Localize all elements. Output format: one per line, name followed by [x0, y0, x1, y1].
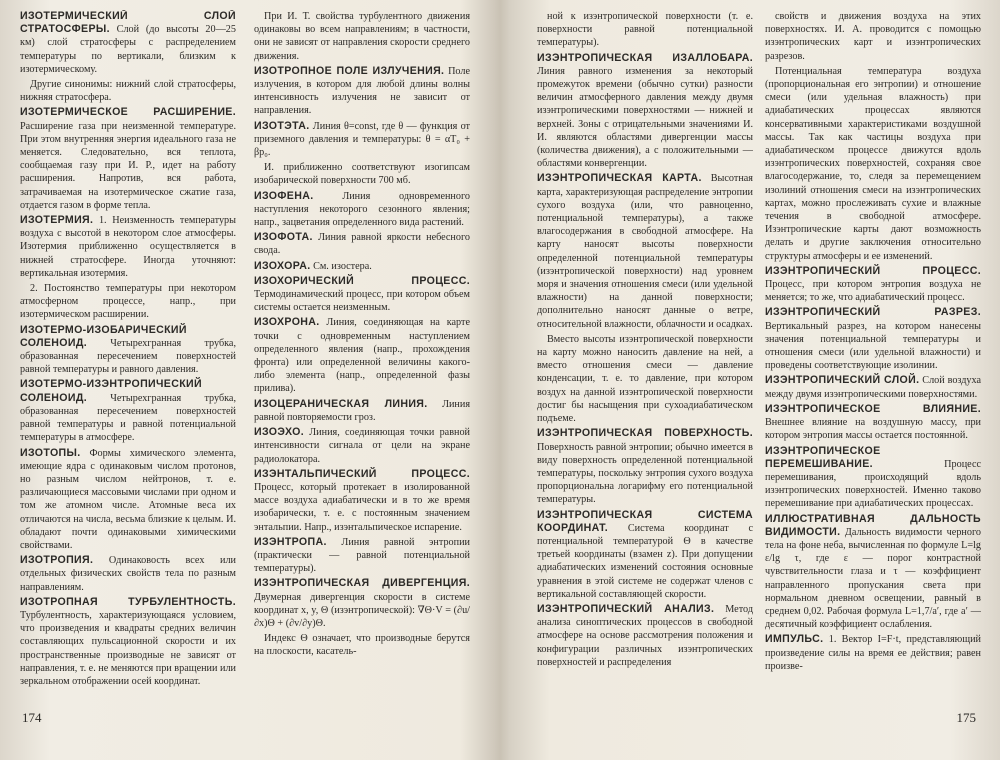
page-number: 174: [22, 710, 42, 725]
entry-text: 1. Вектор I=F·t, представляющий произведение силы на время ее действия; равен произве-: [765, 634, 981, 672]
entry-term: ИЗОХОРИЧЕСКИЙ ПРОЦЕСС.: [254, 274, 470, 287]
entry-term: ИЗОФОТА.: [254, 231, 313, 244]
entry-term: ИЗЭНТРОПИЧЕСКОЕ ПЕРЕМЕШИВАНИЕ.: [765, 444, 881, 470]
dictionary-entry: [765, 445, 981, 511]
entry-term: ИЗЭНТРОПИЧЕСКАЯ КАРТА.: [537, 172, 702, 185]
entry-term: ИЗЭНТРОПИЧЕСКАЯ ДИВЕРГЕНЦИЯ.: [254, 577, 470, 590]
entry-term: ИЗОТОПЫ.: [20, 446, 81, 459]
entry-text: Другие синонимы: нижний слой стратосферы, нижняя стратосфера.: [20, 79, 236, 104]
entry-text: Линия одновременного наступления некоторого сезонного явления; напр., зацветания определенного вида растений.: [254, 190, 470, 229]
dictionary-entry: [765, 633, 981, 673]
entry-text: 1. Неизменность температуры воздуха с высотой в некотором слое атмосферы. Изотермия приближенно осуществляется в нижней стратосфере. Иногда уточняют: вертикальная изотермия.: [20, 215, 236, 279]
entry-text: Линия, соединяющая точки равной интенсивности сигнала от цели на экране радиолокатора.: [254, 427, 470, 465]
dictionary-entry: [20, 10, 236, 76]
entry-text: Слой (до высоты 20—25 км) слой стратосферы с распределением температуры по вертикали, близким к изотермическому.: [20, 24, 236, 75]
entry-paragraph: [20, 78, 236, 104]
entry-text: Одинаковость всех или отдельных физических свойств тела по разным направлениям.: [20, 555, 236, 593]
entry-text: И. приближенно соответствуют изогипсам изобарической поверхности 700 мб.: [254, 162, 470, 187]
entry-term: ИЗЭНТРОПИЧЕСКАЯ ПОВЕРХНОСТЬ.: [537, 427, 753, 440]
entry-text: Поле излучения, в котором для любой длины волны интенсивность излучения не зависит от направления.: [254, 65, 470, 117]
entry-term: ИЗЭНТРОПИЧЕСКИЙ ПРОЦЕСС.: [765, 264, 981, 277]
entry-paragraph: [254, 161, 470, 187]
entry-text: Вместо высоты изэнтропической поверхности на карту можно наносить давление на ней, а вместо отношения смеси — давление конденсации, т. е. то давление, при котором воздух на данной изэнтропической поверхности достиг бы насыщения при сухоадиабатическом подъеме.: [537, 333, 753, 425]
dictionary-entry: [254, 65, 470, 118]
dictionary-entry: [254, 231, 470, 257]
entry-text: Метод анализа синоптических процессов в свободной атмосфере на основе рассмотрения положения и конфигурации различных изэнтропических поверхностей и распределения: [537, 603, 753, 668]
entry-text: Четырехгранная трубка, образованная пересечением поверхностей равной температуры и равной потенциальной температуры в атмосфере.: [20, 392, 236, 444]
entry-text: Линия равной энтропии (практически — равной потенциальной температуры).: [254, 536, 470, 575]
entry-text: Двумерная дивергенция скорости в системе координат x, y, Θ (изэнтропической): ∇Θ·V = (∂u/∂x)Θ + (∂v/∂y)Θ.: [254, 591, 470, 629]
entry-term: ИЗОТЕРМИЧЕСКОЕ РАСШИРЕНИЕ.: [20, 106, 236, 119]
entry-paragraph: [765, 10, 981, 63]
entry-text: Расширение газа при неизменной температуре. При этом внутренняя энергия идеального газа не меняется. Следовательно, вся теплота, сообщаемая газу при И. Р., идет на работу расширения. Напротив, вся работа, затрачиваемая на изотермическое сжатие газа, отдается газом в форме тепла.: [20, 120, 236, 211]
dictionary-entry: [765, 374, 981, 400]
entry-text: Вертикальный разрез, на котором нанесены значения потенциальной температуры и отношения смеси (или удельной влажности) и проведены соответствующие изолинии.: [765, 320, 981, 372]
dictionary-entry: [254, 316, 470, 395]
dictionary-entry: [537, 603, 753, 669]
dictionary-entry: [254, 577, 470, 630]
entry-text: Поверхность равной энтропии; обычно имеется в виду поверхность определенной потенциальной температуры, поскольку энтропия сухого воздуха пропорциональна логарифму его потенциальной температуры.: [537, 441, 753, 506]
entry-term: ИЗОХОРА.: [254, 259, 311, 272]
entry-text: Процесс, который протекает в изолированной массе воздуха адиабатически и в то же время изобарически, т. е. с постоянным значением энтальпии. Напр., изэнтальпическое испарение.: [254, 481, 470, 533]
entry-text: См. изостера.: [313, 260, 372, 272]
entry-text: Формы химического элемента, имеющие ядра с одинаковым числом протонов, но разным числом нейтронов, т. е. различающиеся массовыми числами при одном и том же атомном числе. Атомные веса их отличаются на числа, весьма близкие к целым. И. обладают почти одинаковыми химическими свойствами.: [20, 447, 236, 551]
left-page: [0, 0, 496, 760]
entry-text: Линия, соединяющая на карте точки с одновременным наступлением определенного явления (напр., прохождения фронта) или определенной величины какого-либо элемента (напр., определенной фазы прилива).: [254, 317, 470, 395]
dictionary-entry: [254, 536, 470, 576]
entry-term: ИЛЛЮСТРАТИВНАЯ ДАЛЬНОСТЬ ВИДИМОСТИ.: [765, 512, 981, 538]
dictionary-entry: [20, 378, 236, 444]
dictionary-entry: [20, 596, 236, 688]
right-page: [504, 0, 1000, 760]
entry-term: ИЗЭНТАЛЬПИЧЕСКИЙ ПРОЦЕСС.: [254, 467, 470, 480]
entry-term: ИЗОЭХО.: [254, 426, 305, 439]
dictionary-entry: [20, 106, 236, 212]
entry-text: Турбулентность, характеризующаяся условием, что произведения и квадраты средних величин составляющих пульсационной скорости и их пространственные производные не зависят от направления, т. е. не меняются при вращении или зеркальном отображении осей координат.: [20, 609, 236, 687]
dictionary-entry: [254, 426, 470, 466]
entry-paragraph: [20, 282, 236, 322]
dictionary-entry: [20, 447, 236, 553]
entry-text: Высотная карта, характеризующая распределение энтропии сухого воздуха (или, что равноценно, потенциальной температуры), а также влагосодержания в свободной атмосфере. На карту наносят высоты поверхности определенной потенциальной температуры (изэнтропической поверхности) над уровнем моря и значения отношения смеси (или удельной влажности) на данной поверхности; дополнительно наносят данные о ветре, относительной влажности, облачности и осадках.: [537, 173, 753, 330]
right-page-column-2: [765, 10, 981, 710]
entry-term: ИЗОТЭТА.: [254, 119, 310, 132]
entry-text: Линия равной повторяемости гроз.: [254, 398, 470, 423]
entry-term: ИЗОТЕРМО-ИЗОБАРИЧЕСКИЙ СОЛЕНОИД.: [20, 323, 187, 349]
entry-text: Линия равного изменения за некоторый промежуток времени (обычно сутки) разности величин атмосферного давления между двумя изэнтропическими поверхностями — нижней и верхней. Зоны с отрицательными значениями И. И. являются областями дивергенции массы (количества движения), а с положительными — областями конвергенции.: [537, 65, 753, 170]
entry-term: ИЗЭНТРОПИЧЕСКИЙ АНАЛИЗ.: [537, 602, 715, 615]
entry-text: Линия θ=const, где θ — функция от приземного давления и температуры: θ = αT₀ + βp₀.: [254, 120, 470, 159]
entry-text: Дальность видимости черного тела на фоне неба, вычисленная по формуле L=lg ε/lg τ, где ε — порог контрастной чувствительности глаза и τ — коэффициент направленного пропускания света при нормальном дневном освещении, равный в среднем 0,02. Рабочая формула L=1,7/a′, где a′ — десятичный коэффициент ослабления.: [765, 526, 981, 631]
entry-term: ИЗОТРОПНОЕ ПОЛЕ ИЗЛУЧЕНИЯ.: [254, 64, 445, 77]
entry-term: ИЗЭНТРОПИЧЕСКАЯ СИСТЕМА КООРДИНАТ.: [537, 508, 753, 534]
dictionary-entry: [20, 554, 236, 594]
entry-term: ИЗОТРОПИЯ.: [20, 554, 94, 567]
entry-paragraph: [537, 10, 753, 50]
dictionary-entry: [537, 52, 753, 171]
entry-term: ИЗЭНТРОПИЧЕСКИЙ РАЗРЕЗ.: [765, 306, 981, 319]
entry-paragraph: [254, 632, 470, 658]
entry-term: ИЗОХРОНА.: [254, 316, 320, 329]
dictionary-entry: [537, 427, 753, 506]
entry-term: ИЗЭНТРОПИЧЕСКИЙ СЛОЙ.: [765, 374, 920, 387]
dictionary-entry: [254, 468, 470, 534]
dictionary-entry: [254, 260, 470, 273]
left-page-column-1: [20, 10, 236, 710]
entry-term: ИМПУЛЬС.: [765, 633, 824, 646]
entry-paragraph: [537, 333, 753, 425]
entry-text: Термодинамический процесс, при котором объем системы остается неизменным.: [254, 289, 470, 314]
entry-text: При И. Т. свойства турбулентного движения одинаковы во всем направлениям; в частности, они не зависят от направления скорости среднего движения.: [254, 11, 470, 62]
dictionary-entry: [765, 265, 981, 305]
dictionary-entry: [537, 509, 753, 601]
entry-term: ИЗОФЕНА.: [254, 189, 314, 202]
entry-text: Процесс перемешивания, происходящий вдоль изэнтропических поверхностей. Именно таково перемешивание при адиабатических процессах.: [765, 458, 981, 510]
left-page-column-2: [254, 10, 470, 710]
dictionary-entry: [765, 513, 981, 632]
entry-text: Четырехгранная трубка, образованная пересечением поверхностей равной температуры и равного давления.: [20, 337, 236, 376]
dictionary-entry: [765, 306, 981, 372]
entry-term: ИЗОТЕРМО-ИЗЭНТРОПИЧЕСКИЙ СОЛЕНОИД.: [20, 378, 202, 404]
entry-term: ИЗОТРОПНАЯ ТУРБУЛЕНТНОСТЬ.: [20, 595, 236, 608]
entry-term: ИЗОТЕРМИЯ.: [20, 214, 94, 227]
entry-paragraph: [254, 10, 470, 63]
entry-text: Внешнее влияние на воздушную массу, при котором энтропия массы остается постоянной.: [765, 417, 981, 442]
entry-paragraph: [765, 65, 981, 263]
dictionary-entry: [537, 172, 753, 330]
entry-text: ной к изэнтропической поверхности (т. е. поверхности равной потенциальной температуры).: [537, 11, 753, 49]
entry-text: Процесс, при котором энтропия воздуха не меняется; то же, что адиабатический процесс.: [765, 279, 981, 304]
dictionary-entry: [254, 398, 470, 424]
dictionary-entry: [254, 275, 470, 315]
dictionary-entry: [765, 403, 981, 443]
entry-term: ИЗЭНТРОПИЧЕСКОЕ ВЛИЯНИЕ.: [765, 402, 981, 415]
right-page-column-1: [537, 10, 753, 710]
dictionary-entry: [20, 214, 236, 280]
entry-term: ИЗОЦЕРАНИЧЕСКАЯ ЛИНИЯ.: [254, 397, 428, 410]
dictionary-entry: [254, 190, 470, 230]
entry-text: Потенциальная температура воздуха (пропорциональная его энтропии) и отношение смеси (или удельная влажность) при адиабатических процессах являются консервативными характеристиками воздушной массы. Так как частицы воздуха при адиабатическом процессе движутся вдоль изэнтропических поверхностей, сохраняя свое влагосодержание, то, следя за перемещением изолиний отношения смеси на изэнтропических картах, можно прослеживать сухие и влажные течения в свободной атмосфере. Изэнтропические карты дают возможность делать и другие заключения относительно структуры атмосферы и ее изменений.: [765, 65, 981, 262]
dictionary-entry: [20, 324, 236, 377]
entry-text: Индекс Θ означает, что производные берутся на плоскости, касатель-: [254, 633, 470, 658]
entry-text: Слой воздуха между двумя изэнтропическими поверхностями.: [765, 375, 981, 400]
entry-term: ИЗЭНТРОПИЧЕСКАЯ ИЗАЛЛОБАРА.: [537, 51, 753, 64]
entry-text: 2. Постоянство температуры при некотором атмосферном процессе, напр., при изотермическом расширении.: [20, 283, 236, 321]
entry-term: ИЗЭНТРОПА.: [254, 535, 327, 548]
page-number: 175: [956, 710, 976, 725]
entry-text: Система координат с потенциальной температурой Θ в качестве третьей координаты (взамен z). При допущении адиабатических изменений состояния основные уравнения в этой системе не содержат членов с вертикальной составляющей скорости.: [537, 522, 753, 600]
entry-term: ИЗОТЕРМИЧЕСКИЙ СЛОЙ СТРАТОСФЕРЫ.: [20, 10, 236, 36]
entry-text: свойств и движения воздуха на этих поверхностях. И. А. проводится с помощью изэнтропических карт и изэнтропических разрезов.: [765, 11, 981, 62]
entry-text: Линия равной яркости небесного свода.: [254, 232, 470, 257]
dictionary-entry: [254, 120, 470, 160]
